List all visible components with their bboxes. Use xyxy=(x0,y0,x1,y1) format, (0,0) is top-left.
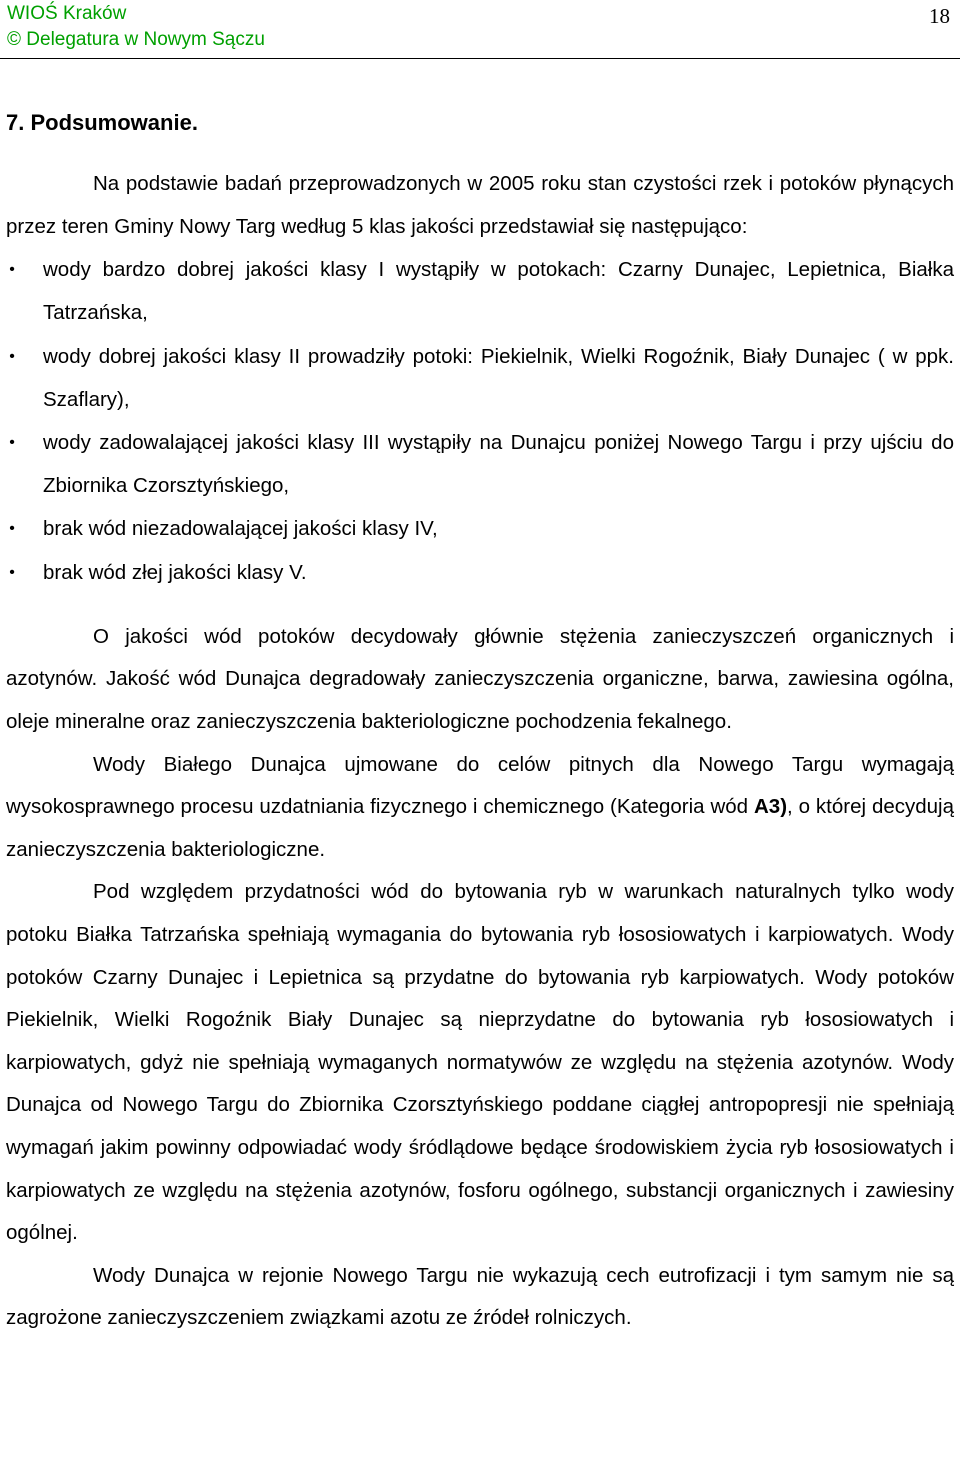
bullet-icon: • xyxy=(9,434,15,451)
water-quality-list xyxy=(6,248,954,594)
paragraph-fish-suitability: Pod względem przydatności wód do bytowania ryb w warunkach naturalnych tylko wody potoku Białka Tatrzańska spełniają wymagania do bytowania ryb łososiowatych i karpiowatych. Wody potoków Czarny Dunajec i Lepietnica są przydatne do bytowania ryb karpiowatych. Wody potoków Piekielnik, Wielki Rogoźnik Biały Dunajec są nieprzydatne do bytowania ryb łososiowatych i karpiowatych, gdyż nie spełniają wymaganych normatywów ze względu na stężenia azotynów. Wody Dunajca od Nowego Targu do Zbiornika Czorsztyńskiego poddane ciągłej antropopresji nie spełniają wymagań jakim powinny odpowiadać wody śródlądowe będące środowiskiem życia ryb łososiowatych i karpiowatych ze względu na stężenia azotynów, fosforu ogólnego, substancji organicznych i zawiesiny ogólnej. xyxy=(6,880,954,1245)
list-item xyxy=(6,421,954,507)
list-item-text: wody bardzo dobrej jakości klasy I wystąpiły w potokach: Czarny Dunajec, Lepietnica, Białka Tatrzańska, xyxy=(43,258,954,325)
spacer xyxy=(6,594,954,616)
list-item xyxy=(6,248,954,334)
paragraph-eutrophication: Wody Dunajca w rejonie Nowego Targu nie wykazują cech eutrofizacji i tym samym nie są zagrożone zanieczyszczeniem związkami azotu ze źródeł rolniczych. xyxy=(6,1263,954,1330)
category-a3: A3) xyxy=(753,795,788,819)
list-item-text: wody dobrej jakości klasy II prowadziły potoki: Piekielnik, Wielki Rogoźnik, Biały Dunajec ( w ppk. Szaflary), xyxy=(43,344,954,411)
section-title: 7. Podsumowanie. xyxy=(6,110,198,135)
list-item xyxy=(6,507,954,550)
list-item-text: brak wód złej jakości klasy V. xyxy=(43,560,307,584)
header-org: WIOŚ Kraków xyxy=(7,3,127,24)
paragraph-drinking-water xyxy=(6,744,954,872)
header-branch: Delegatura w Nowym Sączu xyxy=(26,29,265,50)
bullet-icon: • xyxy=(9,347,15,365)
document-body xyxy=(6,103,954,1340)
bullet-icon: • xyxy=(9,563,15,581)
copyright-icon: © xyxy=(7,29,21,50)
page-number: 18 xyxy=(929,4,950,28)
list-item-text: wody zadowalającej jakości klasy III wystąpiły na Dunajcu poniżej Nowego Targu i przy ujściu do Zbiornika Czorsztyńskiego, xyxy=(43,431,954,498)
list-item xyxy=(6,551,954,594)
header-divider xyxy=(0,58,960,59)
page-header xyxy=(0,0,960,60)
bullet-icon: • xyxy=(9,520,15,538)
bullet-icon: • xyxy=(9,261,15,279)
paragraph-pollutants: O jakości wód potoków decydowały głównie stężenia zanieczyszczeń organicznych i azotynów. Jakość wód Dunajca degradowały zanieczyszczenia organiczne, barwa, zawiesina ogólna, oleje mineralne oraz zanieczyszczenia bakteriologiczne pochodzenia fekalnego. xyxy=(6,624,954,733)
list-item-text: brak wód niezadowalającej jakości klasy IV, xyxy=(43,517,438,541)
intro-paragraph: Na podstawie badań przeprowadzonych w 2005 roku stan czystości rzek i potoków płynących przez teren Gminy Nowy Targ według 5 klas jakości przedstawiał się następująco: xyxy=(6,172,954,238)
list-item xyxy=(6,335,954,421)
header-branch-line xyxy=(7,29,265,51)
paragraph-text: Wody Białego Dunajca ujmowane do celów pitnych dla Nowego Targu wymagają wysokosprawnego procesu uzdatniania fizycznego i chemicznego (Kategoria wód xyxy=(6,752,954,819)
paragraph-text: , o której decydują zanieczyszczenia bakteriologiczne. xyxy=(6,795,955,861)
